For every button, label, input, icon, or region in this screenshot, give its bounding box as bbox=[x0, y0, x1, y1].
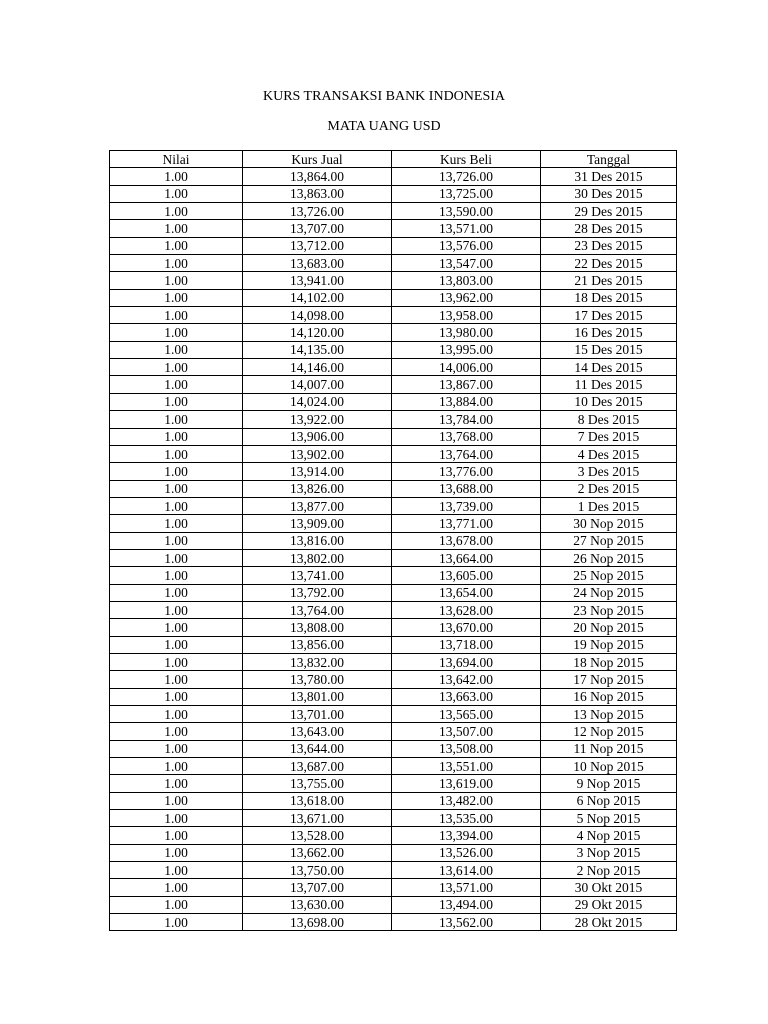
cell-kurs-beli: 13,670.00 bbox=[392, 619, 541, 636]
cell-kurs-jual: 13,698.00 bbox=[243, 914, 392, 931]
table-row bbox=[110, 827, 677, 844]
cell-nilai: 1.00 bbox=[110, 827, 243, 844]
cell-tanggal: 2 Des 2015 bbox=[541, 480, 677, 497]
table-row bbox=[110, 601, 677, 618]
cell-kurs-beli: 13,535.00 bbox=[392, 810, 541, 827]
cell-kurs-beli: 13,547.00 bbox=[392, 255, 541, 272]
document-subtitle: MATA UANG USD bbox=[327, 119, 441, 134]
table-header bbox=[110, 151, 677, 168]
cell-kurs-jual: 14,007.00 bbox=[243, 376, 392, 393]
cell-kurs-jual: 13,780.00 bbox=[243, 671, 392, 688]
cell-nilai: 1.00 bbox=[110, 168, 243, 185]
cell-kurs-jual: 13,863.00 bbox=[243, 185, 392, 202]
cell-kurs-jual: 13,941.00 bbox=[243, 272, 392, 289]
cell-nilai: 1.00 bbox=[110, 359, 243, 376]
cell-nilai: 1.00 bbox=[110, 220, 243, 237]
table-row bbox=[110, 671, 677, 688]
cell-kurs-jual: 13,792.00 bbox=[243, 584, 392, 601]
cell-kurs-jual: 13,707.00 bbox=[243, 879, 392, 896]
cell-kurs-beli: 13,664.00 bbox=[392, 549, 541, 566]
table-row bbox=[110, 810, 677, 827]
cell-nilai: 1.00 bbox=[110, 237, 243, 254]
cell-kurs-jual: 13,750.00 bbox=[243, 862, 392, 879]
table-row bbox=[110, 740, 677, 757]
cell-tanggal: 7 Des 2015 bbox=[541, 428, 677, 445]
table-row bbox=[110, 272, 677, 289]
cell-tanggal: 11 Des 2015 bbox=[541, 376, 677, 393]
cell-nilai: 1.00 bbox=[110, 393, 243, 410]
cell-kurs-jual: 13,909.00 bbox=[243, 515, 392, 532]
cell-kurs-jual: 13,683.00 bbox=[243, 255, 392, 272]
table-row bbox=[110, 758, 677, 775]
cell-kurs-beli: 13,628.00 bbox=[392, 601, 541, 618]
cell-kurs-jual: 13,906.00 bbox=[243, 428, 392, 445]
cell-nilai: 1.00 bbox=[110, 255, 243, 272]
cell-kurs-beli: 13,739.00 bbox=[392, 497, 541, 514]
cell-tanggal: 25 Nop 2015 bbox=[541, 567, 677, 584]
cell-tanggal: 10 Nop 2015 bbox=[541, 758, 677, 775]
cell-kurs-jual: 14,102.00 bbox=[243, 289, 392, 306]
cell-kurs-jual: 13,662.00 bbox=[243, 844, 392, 861]
table-row bbox=[110, 255, 677, 272]
cell-nilai: 1.00 bbox=[110, 463, 243, 480]
table-row bbox=[110, 497, 677, 514]
cell-tanggal: 5 Nop 2015 bbox=[541, 810, 677, 827]
table-row bbox=[110, 324, 677, 341]
table-row bbox=[110, 653, 677, 670]
table-row bbox=[110, 792, 677, 809]
cell-kurs-beli: 13,694.00 bbox=[392, 653, 541, 670]
cell-tanggal: 23 Nop 2015 bbox=[541, 601, 677, 618]
cell-nilai: 1.00 bbox=[110, 324, 243, 341]
cell-nilai: 1.00 bbox=[110, 497, 243, 514]
table-row bbox=[110, 515, 677, 532]
cell-tanggal: 3 Nop 2015 bbox=[541, 844, 677, 861]
cell-nilai: 1.00 bbox=[110, 480, 243, 497]
cell-kurs-beli: 13,571.00 bbox=[392, 220, 541, 237]
cell-tanggal: 18 Nop 2015 bbox=[541, 653, 677, 670]
cell-tanggal: 28 Okt 2015 bbox=[541, 914, 677, 931]
cell-kurs-jual: 14,098.00 bbox=[243, 307, 392, 324]
cell-tanggal: 23 Des 2015 bbox=[541, 237, 677, 254]
column-header-nilai: Nilai bbox=[110, 151, 243, 168]
cell-kurs-jual: 13,864.00 bbox=[243, 168, 392, 185]
cell-kurs-jual: 14,024.00 bbox=[243, 393, 392, 410]
cell-kurs-beli: 13,768.00 bbox=[392, 428, 541, 445]
cell-kurs-jual: 13,687.00 bbox=[243, 758, 392, 775]
table-body bbox=[110, 168, 677, 931]
table-row bbox=[110, 532, 677, 549]
cell-kurs-beli: 13,803.00 bbox=[392, 272, 541, 289]
cell-nilai: 1.00 bbox=[110, 879, 243, 896]
table-row bbox=[110, 723, 677, 740]
cell-kurs-beli: 13,725.00 bbox=[392, 185, 541, 202]
cell-kurs-jual: 14,146.00 bbox=[243, 359, 392, 376]
cell-nilai: 1.00 bbox=[110, 185, 243, 202]
cell-tanggal: 28 Des 2015 bbox=[541, 220, 677, 237]
cell-kurs-jual: 13,741.00 bbox=[243, 567, 392, 584]
cell-kurs-jual: 13,712.00 bbox=[243, 237, 392, 254]
cell-kurs-jual: 13,816.00 bbox=[243, 532, 392, 549]
cell-kurs-beli: 13,995.00 bbox=[392, 341, 541, 358]
cell-nilai: 1.00 bbox=[110, 775, 243, 792]
cell-nilai: 1.00 bbox=[110, 341, 243, 358]
cell-tanggal: 4 Des 2015 bbox=[541, 445, 677, 462]
cell-kurs-jual: 13,764.00 bbox=[243, 601, 392, 618]
cell-tanggal: 8 Des 2015 bbox=[541, 411, 677, 428]
cell-kurs-jual: 13,528.00 bbox=[243, 827, 392, 844]
cell-nilai: 1.00 bbox=[110, 671, 243, 688]
cell-kurs-beli: 13,642.00 bbox=[392, 671, 541, 688]
table-row bbox=[110, 706, 677, 723]
cell-tanggal: 30 Des 2015 bbox=[541, 185, 677, 202]
cell-nilai: 1.00 bbox=[110, 428, 243, 445]
cell-kurs-beli: 13,565.00 bbox=[392, 706, 541, 723]
table-row bbox=[110, 445, 677, 462]
cell-nilai: 1.00 bbox=[110, 376, 243, 393]
cell-kurs-beli: 13,576.00 bbox=[392, 237, 541, 254]
cell-tanggal: 12 Nop 2015 bbox=[541, 723, 677, 740]
table-row bbox=[110, 220, 677, 237]
cell-tanggal: 6 Nop 2015 bbox=[541, 792, 677, 809]
cell-kurs-jual: 14,120.00 bbox=[243, 324, 392, 341]
table-row bbox=[110, 341, 677, 358]
cell-nilai: 1.00 bbox=[110, 289, 243, 306]
cell-kurs-jual: 13,801.00 bbox=[243, 688, 392, 705]
cell-kurs-jual: 13,808.00 bbox=[243, 619, 392, 636]
table-row bbox=[110, 203, 677, 220]
cell-tanggal: 3 Des 2015 bbox=[541, 463, 677, 480]
cell-kurs-beli: 14,006.00 bbox=[392, 359, 541, 376]
cell-tanggal: 1 Des 2015 bbox=[541, 497, 677, 514]
cell-tanggal: 31 Des 2015 bbox=[541, 168, 677, 185]
cell-tanggal: 29 Des 2015 bbox=[541, 203, 677, 220]
cell-nilai: 1.00 bbox=[110, 549, 243, 566]
cell-kurs-jual: 13,826.00 bbox=[243, 480, 392, 497]
column-header-tanggal: Tanggal bbox=[541, 151, 677, 168]
exchange-rate-table bbox=[109, 150, 677, 931]
cell-kurs-jual: 13,832.00 bbox=[243, 653, 392, 670]
cell-tanggal: 19 Nop 2015 bbox=[541, 636, 677, 653]
cell-kurs-jual: 13,922.00 bbox=[243, 411, 392, 428]
cell-kurs-beli: 13,394.00 bbox=[392, 827, 541, 844]
column-header-kurs-jual: Kurs Jual bbox=[243, 151, 392, 168]
cell-kurs-beli: 13,776.00 bbox=[392, 463, 541, 480]
cell-nilai: 1.00 bbox=[110, 844, 243, 861]
table-row bbox=[110, 688, 677, 705]
table-row bbox=[110, 393, 677, 410]
cell-kurs-beli: 13,663.00 bbox=[392, 688, 541, 705]
cell-tanggal: 30 Okt 2015 bbox=[541, 879, 677, 896]
cell-nilai: 1.00 bbox=[110, 567, 243, 584]
cell-kurs-jual: 13,618.00 bbox=[243, 792, 392, 809]
table-row bbox=[110, 619, 677, 636]
cell-kurs-beli: 13,771.00 bbox=[392, 515, 541, 532]
cell-nilai: 1.00 bbox=[110, 601, 243, 618]
cell-kurs-beli: 13,551.00 bbox=[392, 758, 541, 775]
cell-kurs-beli: 13,494.00 bbox=[392, 896, 541, 913]
cell-kurs-beli: 13,654.00 bbox=[392, 584, 541, 601]
table-row bbox=[110, 307, 677, 324]
cell-nilai: 1.00 bbox=[110, 810, 243, 827]
cell-tanggal: 10 Des 2015 bbox=[541, 393, 677, 410]
cell-kurs-jual: 13,856.00 bbox=[243, 636, 392, 653]
cell-kurs-jual: 13,914.00 bbox=[243, 463, 392, 480]
cell-kurs-beli: 13,571.00 bbox=[392, 879, 541, 896]
cell-kurs-jual: 13,643.00 bbox=[243, 723, 392, 740]
cell-nilai: 1.00 bbox=[110, 740, 243, 757]
cell-kurs-beli: 13,605.00 bbox=[392, 567, 541, 584]
cell-nilai: 1.00 bbox=[110, 203, 243, 220]
cell-kurs-beli: 13,884.00 bbox=[392, 393, 541, 410]
cell-nilai: 1.00 bbox=[110, 896, 243, 913]
table-row bbox=[110, 376, 677, 393]
table-row bbox=[110, 168, 677, 185]
cell-tanggal: 21 Des 2015 bbox=[541, 272, 677, 289]
cell-nilai: 1.00 bbox=[110, 619, 243, 636]
table-row bbox=[110, 879, 677, 896]
table-row bbox=[110, 289, 677, 306]
cell-nilai: 1.00 bbox=[110, 532, 243, 549]
table-row bbox=[110, 775, 677, 792]
cell-nilai: 1.00 bbox=[110, 914, 243, 931]
cell-nilai: 1.00 bbox=[110, 723, 243, 740]
cell-kurs-beli: 13,688.00 bbox=[392, 480, 541, 497]
cell-kurs-jual: 13,707.00 bbox=[243, 220, 392, 237]
cell-kurs-beli: 13,784.00 bbox=[392, 411, 541, 428]
table-row bbox=[110, 584, 677, 601]
table-row bbox=[110, 862, 677, 879]
cell-tanggal: 29 Okt 2015 bbox=[541, 896, 677, 913]
cell-nilai: 1.00 bbox=[110, 706, 243, 723]
cell-kurs-beli: 13,590.00 bbox=[392, 203, 541, 220]
cell-tanggal: 18 Des 2015 bbox=[541, 289, 677, 306]
cell-tanggal: 30 Nop 2015 bbox=[541, 515, 677, 532]
table-row bbox=[110, 237, 677, 254]
cell-kurs-beli: 13,562.00 bbox=[392, 914, 541, 931]
table-row bbox=[110, 896, 677, 913]
table-row bbox=[110, 463, 677, 480]
cell-tanggal: 16 Des 2015 bbox=[541, 324, 677, 341]
cell-tanggal: 11 Nop 2015 bbox=[541, 740, 677, 757]
table-row bbox=[110, 567, 677, 584]
table-row bbox=[110, 844, 677, 861]
table-row bbox=[110, 428, 677, 445]
cell-tanggal: 15 Des 2015 bbox=[541, 341, 677, 358]
cell-kurs-beli: 13,507.00 bbox=[392, 723, 541, 740]
cell-kurs-jual: 13,644.00 bbox=[243, 740, 392, 757]
cell-nilai: 1.00 bbox=[110, 307, 243, 324]
cell-tanggal: 9 Nop 2015 bbox=[541, 775, 677, 792]
header-row bbox=[110, 151, 677, 168]
cell-tanggal: 14 Des 2015 bbox=[541, 359, 677, 376]
cell-nilai: 1.00 bbox=[110, 653, 243, 670]
cell-nilai: 1.00 bbox=[110, 792, 243, 809]
cell-tanggal: 16 Nop 2015 bbox=[541, 688, 677, 705]
cell-kurs-beli: 13,980.00 bbox=[392, 324, 541, 341]
cell-kurs-beli: 13,718.00 bbox=[392, 636, 541, 653]
cell-kurs-jual: 13,726.00 bbox=[243, 203, 392, 220]
cell-kurs-beli: 13,482.00 bbox=[392, 792, 541, 809]
cell-nilai: 1.00 bbox=[110, 272, 243, 289]
table-row bbox=[110, 914, 677, 931]
cell-kurs-jual: 13,902.00 bbox=[243, 445, 392, 462]
cell-tanggal: 17 Nop 2015 bbox=[541, 671, 677, 688]
cell-kurs-jual: 13,630.00 bbox=[243, 896, 392, 913]
table-row bbox=[110, 359, 677, 376]
cell-nilai: 1.00 bbox=[110, 862, 243, 879]
cell-kurs-beli: 13,678.00 bbox=[392, 532, 541, 549]
cell-kurs-beli: 13,726.00 bbox=[392, 168, 541, 185]
table-row bbox=[110, 411, 677, 428]
cell-nilai: 1.00 bbox=[110, 688, 243, 705]
cell-kurs-beli: 13,619.00 bbox=[392, 775, 541, 792]
cell-tanggal: 13 Nop 2015 bbox=[541, 706, 677, 723]
document-title: KURS TRANSAKSI BANK INDONESIA bbox=[262, 89, 506, 104]
cell-nilai: 1.00 bbox=[110, 445, 243, 462]
cell-kurs-jual: 13,671.00 bbox=[243, 810, 392, 827]
cell-kurs-beli: 13,958.00 bbox=[392, 307, 541, 324]
table-row bbox=[110, 636, 677, 653]
cell-kurs-beli: 13,526.00 bbox=[392, 844, 541, 861]
cell-nilai: 1.00 bbox=[110, 411, 243, 428]
cell-kurs-beli: 13,962.00 bbox=[392, 289, 541, 306]
cell-kurs-beli: 13,867.00 bbox=[392, 376, 541, 393]
cell-kurs-beli: 13,764.00 bbox=[392, 445, 541, 462]
column-header-kurs-beli: Kurs Beli bbox=[392, 151, 541, 168]
cell-tanggal: 4 Nop 2015 bbox=[541, 827, 677, 844]
cell-kurs-jual: 13,877.00 bbox=[243, 497, 392, 514]
cell-kurs-jual: 13,802.00 bbox=[243, 549, 392, 566]
cell-nilai: 1.00 bbox=[110, 515, 243, 532]
cell-tanggal: 27 Nop 2015 bbox=[541, 532, 677, 549]
cell-nilai: 1.00 bbox=[110, 584, 243, 601]
cell-tanggal: 2 Nop 2015 bbox=[541, 862, 677, 879]
cell-tanggal: 26 Nop 2015 bbox=[541, 549, 677, 566]
cell-tanggal: 24 Nop 2015 bbox=[541, 584, 677, 601]
cell-nilai: 1.00 bbox=[110, 636, 243, 653]
table-row bbox=[110, 549, 677, 566]
cell-nilai: 1.00 bbox=[110, 758, 243, 775]
cell-kurs-jual: 13,755.00 bbox=[243, 775, 392, 792]
table-row bbox=[110, 185, 677, 202]
cell-tanggal: 20 Nop 2015 bbox=[541, 619, 677, 636]
cell-tanggal: 22 Des 2015 bbox=[541, 255, 677, 272]
cell-kurs-beli: 13,508.00 bbox=[392, 740, 541, 757]
cell-tanggal: 17 Des 2015 bbox=[541, 307, 677, 324]
table-row bbox=[110, 480, 677, 497]
cell-kurs-beli: 13,614.00 bbox=[392, 862, 541, 879]
cell-kurs-jual: 14,135.00 bbox=[243, 341, 392, 358]
cell-kurs-jual: 13,701.00 bbox=[243, 706, 392, 723]
